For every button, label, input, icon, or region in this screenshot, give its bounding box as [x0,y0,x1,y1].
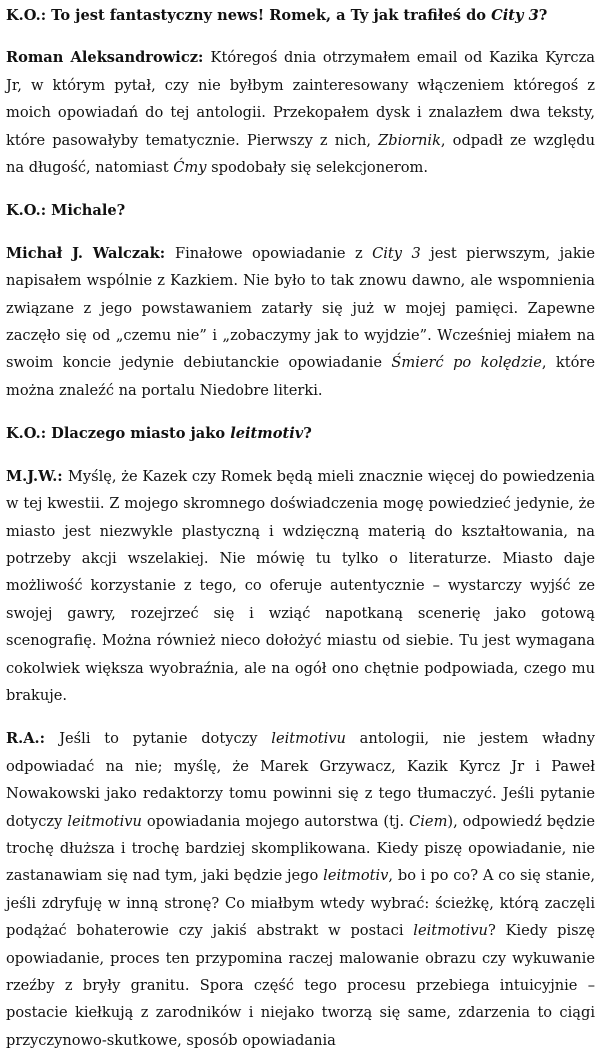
bold-run: Roman Aleksandrowicz: [6,49,211,67]
body-text: Finałowe opowiadanie z [175,244,373,262]
body-text: , bo i po co? A co się stanie, jeśli zdryfuję w inną stronę? Co miałbym wtedy wybrać: ścieżkę, którą zaczęli podążać bohaterowie czy jakiś abstrakt w postaci [6,867,596,940]
bold-italic-title: leitmotiv [230,425,304,443]
body-text: Myślę, że Kazek czy Romek będą mieli znacznie więcej do powiedzenia w tej kwestii. Z mojego skromnego doświadczenia mogę powiedzieć jedynie, że miasto jest niezwykle plastyczną i wdzięczną materią do kształtowania, na potrzeby akcji wszelakiej. Nie mówię tu tylko o literaturze. Miasto daje możliwość korzystanie z tego, co oferuje autentycznie – wystarczy wyjść ze swojej gawry, rozejrzeć się i wziąć napotkaną scenerię jako gotową scenografię. Można również nieco dołożyć miastu od siebie. Tu jest wymagana cokolwiek większa wyobraźnia, ale na ogół ono chętnie podpowiada, czego mu brakuje. [6,467,595,704]
interview-question [6,197,595,224]
italic-title: leitmotiv [323,867,389,885]
body-text: opowiadania mojego autorstwa (tj. [141,812,410,830]
bold-run: K.O.: Dlaczego miasto jako [6,425,231,443]
body-text: antologii, nie jestem władny odpowiadać na nie; myślę, że Marek Grzywacz, Kazik Kyrcz Jr i Paweł Nowakowski jako redaktorzy tomu powinni się z tego tłumaczyć. Jeśli pytanie dotyczy [6,730,595,830]
body-text: , które można znaleźć na portalu Niedobre literki. [6,354,595,399]
body-text: Jeśli to pytanie dotyczy [59,730,272,748]
body-text: spodobały się selekcjonerom. [206,159,428,177]
body-text: Któregoś dnia otrzymałem email od Kazika Kyrcza Jr, w którym pytał, czy nie byłbym zainteresowany włączeniem któregoś z moich opowiadań do tej antologii. Przekopałem dysk i znalazłem dwa teksty, które pasowałyby tematycznie. Pierwszy z nich, [6,49,595,149]
bold-run: K.O.: Michale? [6,202,126,220]
bold-run: ? [303,425,312,443]
italic-title: Śmierć po kolędzie [391,354,542,372]
italic-title: leitmotivu [413,922,488,940]
interview-answer [6,44,595,181]
italic-title: leitmotivu [67,812,142,830]
bold-run: M.J.W.: [6,467,68,485]
body-text: , odpadł ze względu na długość, natomiast [6,131,595,177]
bold-run: K.O.: To jest fantastyczny news! Romek, a Ty jak trafiłeś do [6,7,492,24]
body-text: ), odpowiedź będzie trochę dłuższa i trochę bardziej skomplikowana. Kiedy piszę opowiadanie, nie zastanawiam się nad tym, jaki będzie jego [6,812,596,885]
italic-title: Ciem [409,812,448,830]
italic-title: Zbiornik [378,131,441,149]
interview-question [6,2,595,29]
bold-italic-title: City 3 [491,7,539,24]
body-text: jest pierwszym, jakie napisałem wspólnie z Kazkiem. Nie było to tak znowu dawno, ale wspomnienia związane z jego powstawaniem zatarły się już w mojej pamięci. Zapewne zaczęło się od „czemu nie” i „zobaczymy jak to wyjdzie”. Wcześniej miałem na swoim koncie jedynie debiutanckie opowiadanie [6,244,595,372]
body-text: ? Kiedy piszę opowiadanie, proces ten przypomina raczej malowanie obrazu czy wykuwanie rzeźby z bryły granitu. Spora część tego procesu przebiega intuicyjnie – postacie kiełkują z zarodników i niejako tworzą się same, zdarzenia to ciągi przyczynowo-skutkowe, sposób opowiadania [6,922,595,1049]
interview-answer [6,463,595,710]
italic-title: Ćmy [173,159,207,177]
italic-title: leitmotivu [271,730,346,748]
interview-text [6,2,595,1054]
interview-answer [6,240,595,404]
bold-run: ? [538,7,548,24]
italic-title: City 3 [372,244,421,262]
bold-run: R.A.: [6,730,60,748]
bold-run: Michał J. Walczak: [6,244,176,262]
interview-question [6,420,595,447]
interview-answer [6,725,595,1054]
